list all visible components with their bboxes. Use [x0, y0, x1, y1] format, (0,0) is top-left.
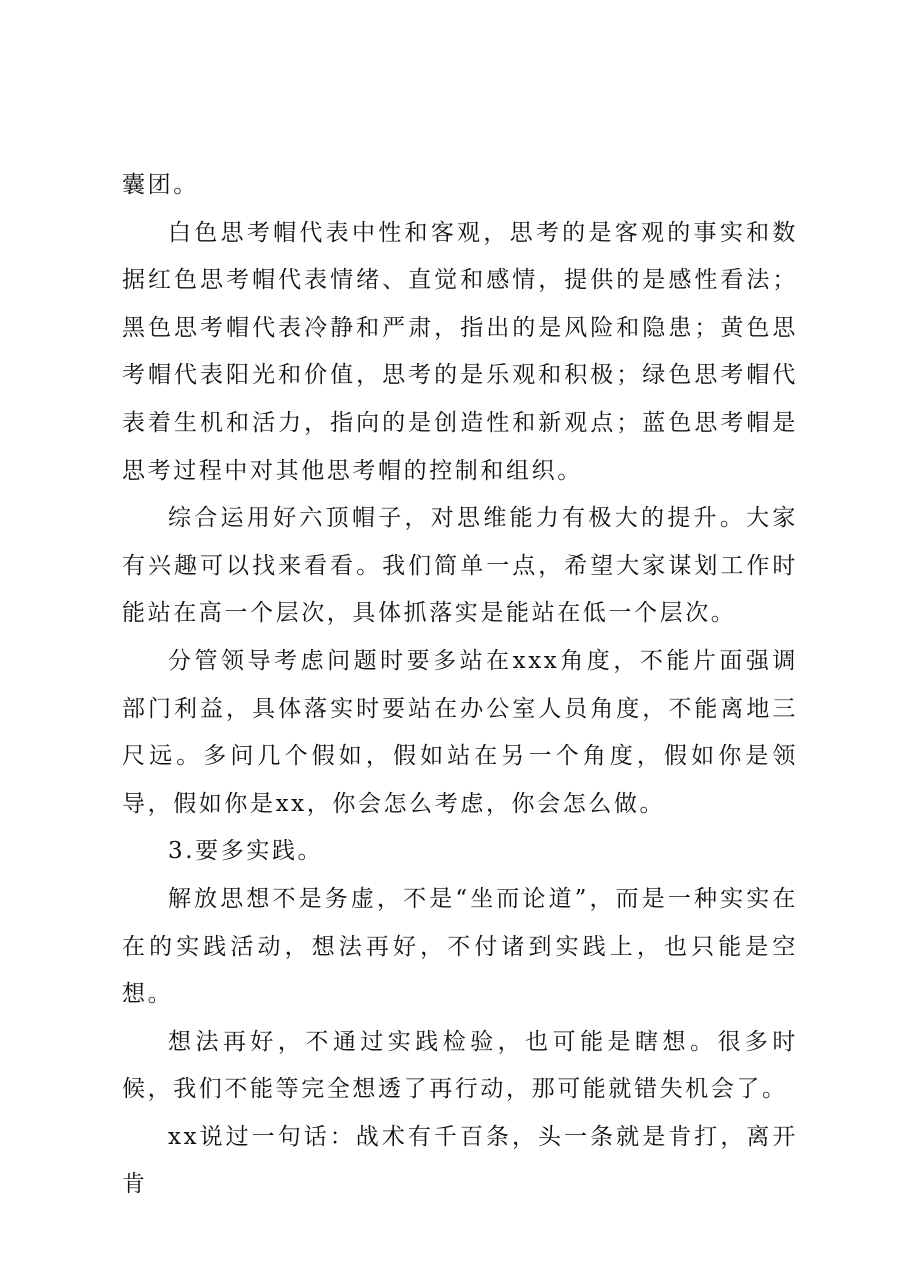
- paragraph-7: xx说过一句话：战术有千百条，头一条就是肯打，离开肯: [122, 1123, 798, 1198]
- paragraph-4: 分管领导考虑问题时要多站在xxx角度，不能片面强调部门利益，具体落实时要站在办公室人员角度，不能离地三尺远。多问几个假如，假如站在另一个角度，假如你是领导，假如你是xx，你会怎么考虑，你会怎么做。: [122, 647, 798, 817]
- paragraph-3: 综合运用好六顶帽子，对思维能力有极大的提升。大家有兴趣可以找来看看。我们简单一点，希望大家谋划工作时能站在高一个层次，具体抓落实是能站在低一个层次。: [122, 505, 798, 627]
- paragraph-6: 想法再好，不通过实践检验，也可能是瞎想。很多时候，我们不能等完全想透了再行动，那可能就错失机会了。: [122, 1028, 798, 1103]
- document-body: [122, 162, 798, 1209]
- paragraph-1: 囊团。: [122, 172, 199, 198]
- paragraph-2: 白色思考帽代表中性和客观，思考的是客观的事实和数据红色思考帽代表情绪、直觉和感情，提供的是感性看法；黑色思考帽代表冷静和严肃，指出的是风险和隐患；黄色思考帽代表阳光和价值，思考的是乐观和积极；绿色思考帽代表着生机和活力，指向的是创造性和新观点；蓝色思考帽是思考过程中对其他思考帽的控制和组织。: [122, 219, 798, 484]
- paragraph-5: 解放思想不是务虚，不是“坐而论道”，而是一种实实在在的实践活动，想法再好，不付诸到实践上，也只能是空想。: [122, 885, 798, 1008]
- section-heading: 3.要多实践。: [168, 838, 324, 865]
